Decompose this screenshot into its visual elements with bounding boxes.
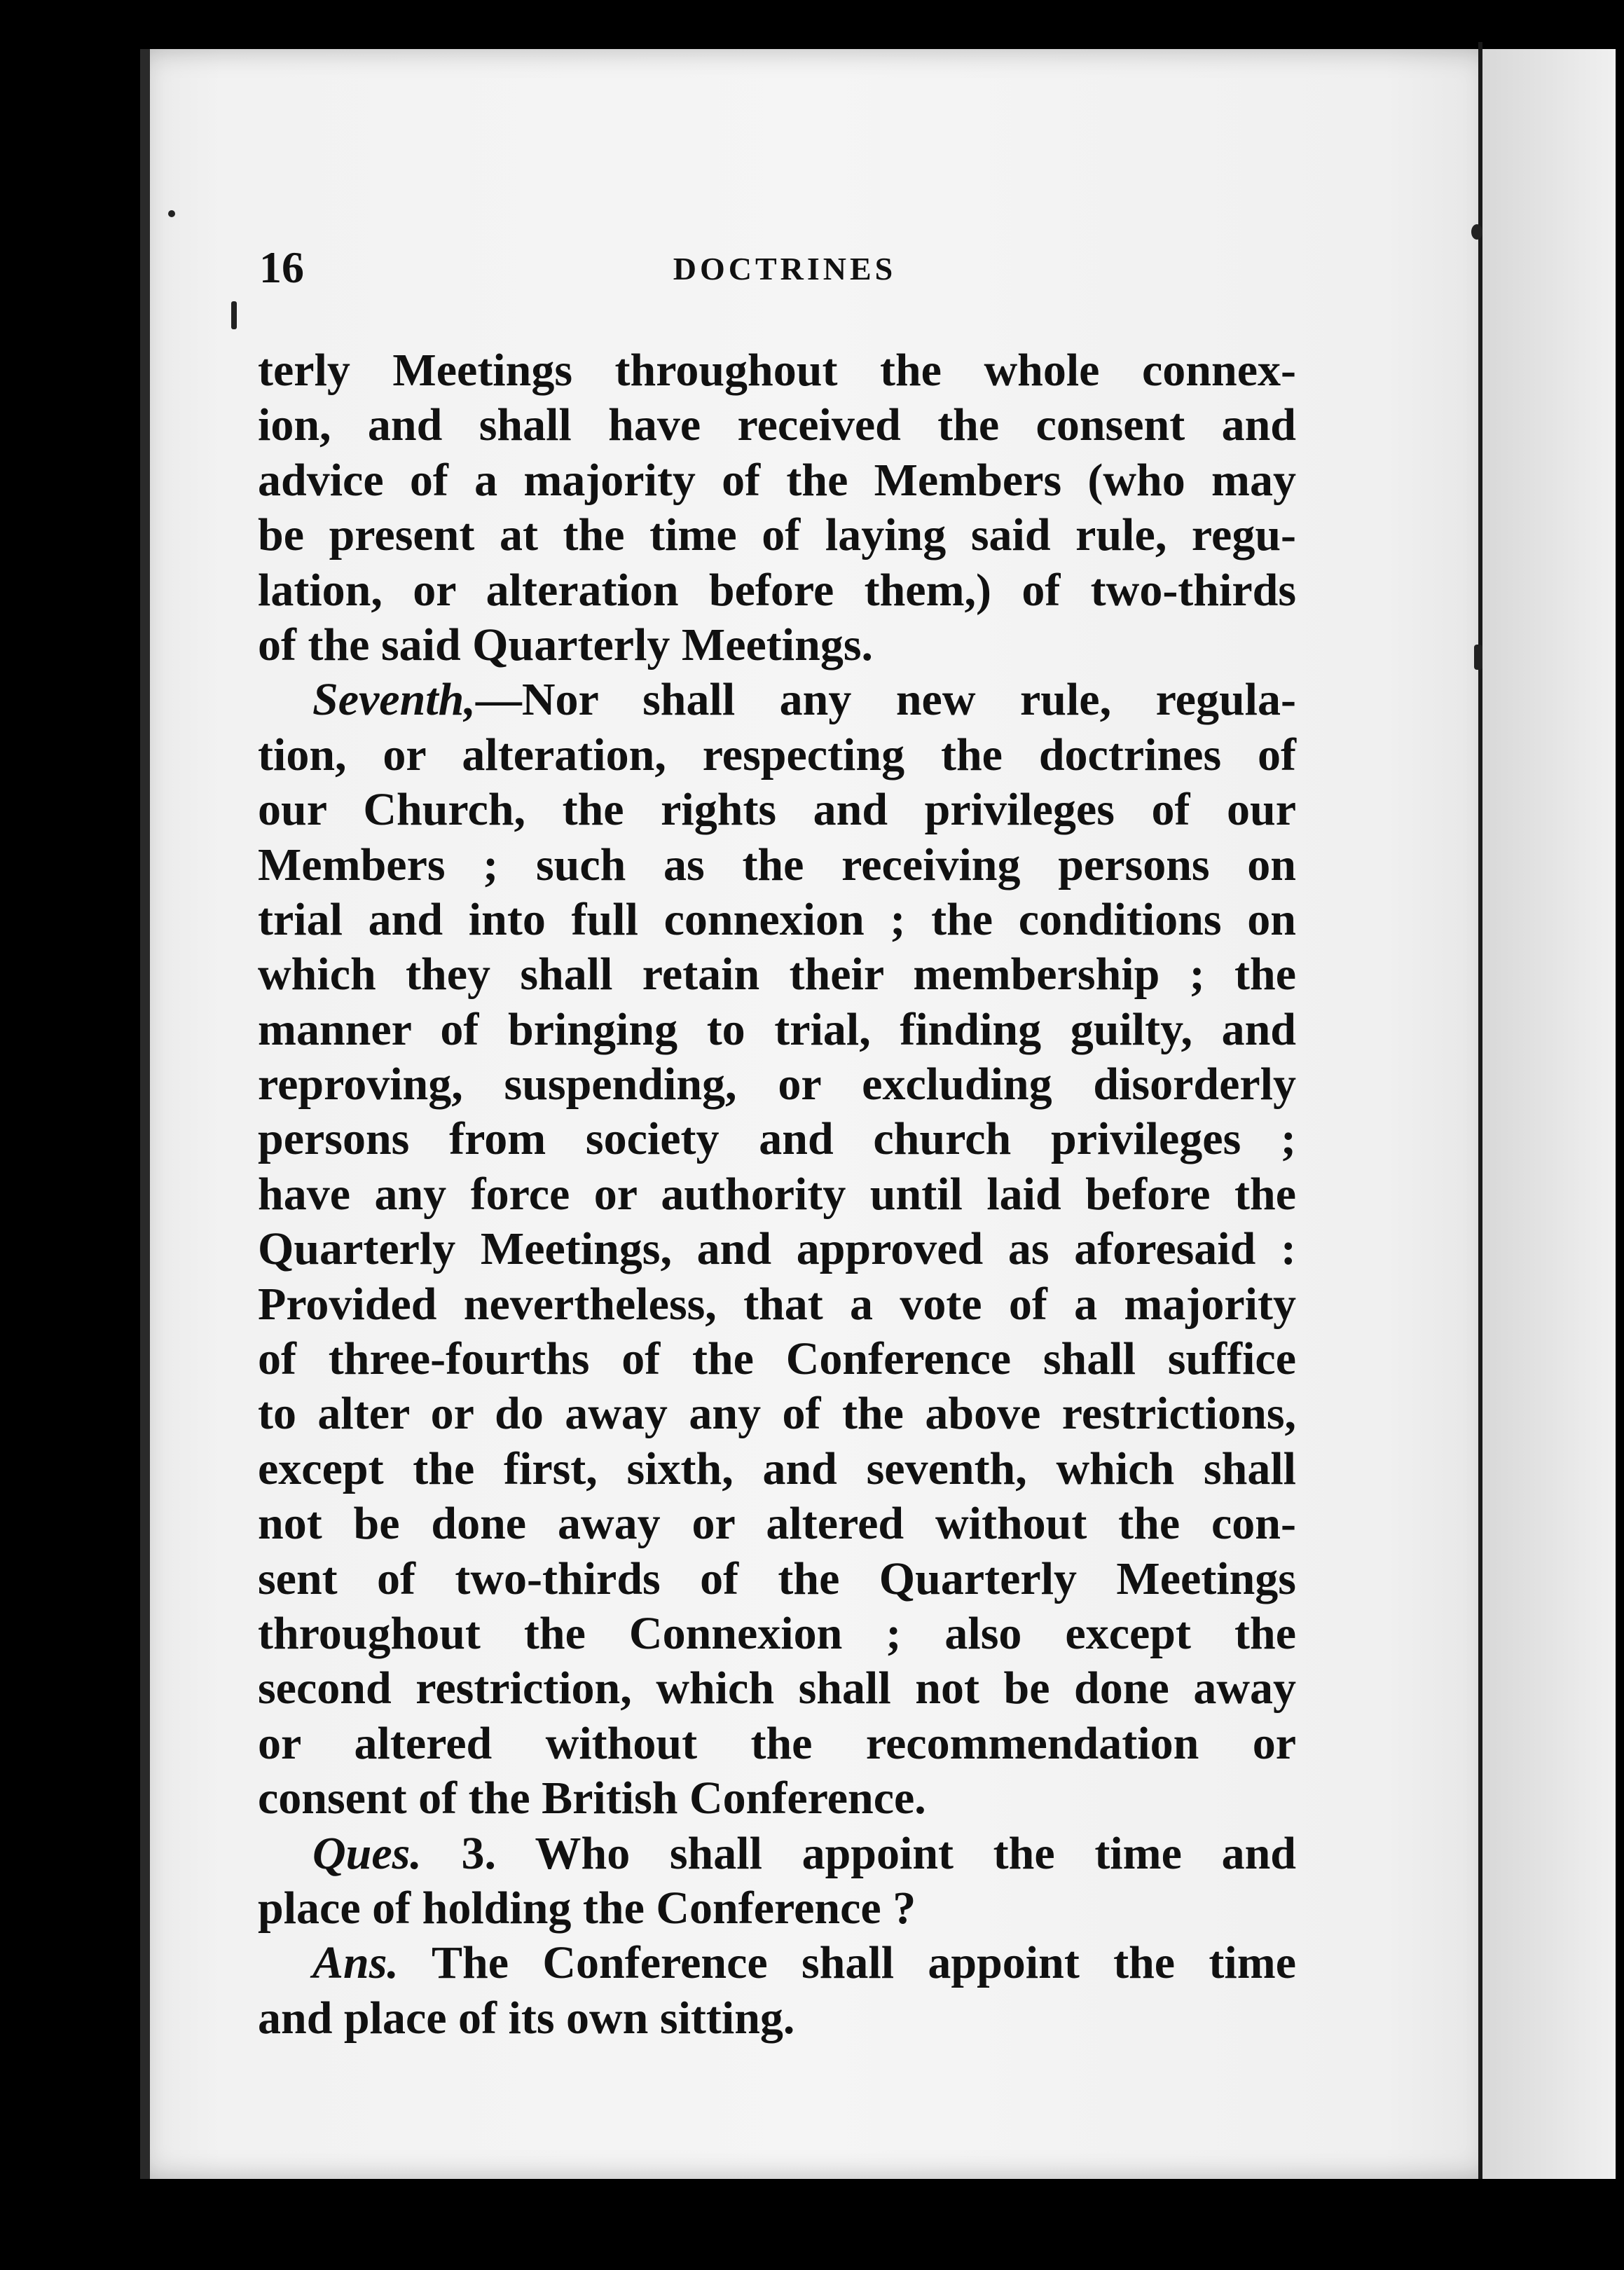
text-line: manner of bringing to trial, finding guilty, and — [258, 1003, 1296, 1055]
text-line: our Church, the rights and privileges of our — [258, 784, 1296, 836]
text-line: except the first, sixth, and seventh, which shall — [258, 1443, 1296, 1494]
text-line: sent of two-thirds of the Quarterly Meetings — [258, 1553, 1296, 1604]
page-left-edge — [140, 49, 150, 2179]
seventh-label: Seventh, — [312, 674, 476, 726]
text-line: place of holding the Conference ? — [258, 1882, 916, 1934]
text-line: have any force or authority until laid before the — [258, 1168, 1296, 1220]
text-line: and place of its own sitting. — [258, 1992, 795, 2044]
page-header — [252, 242, 1317, 298]
text-line: or altered without the recommendation or — [258, 1717, 1296, 1769]
page-number: 16 — [259, 242, 304, 292]
question-label: Ques. — [312, 1827, 422, 1879]
text-line: not be done away or altered without the con- — [258, 1498, 1296, 1550]
text-line: reproving, suspending, or excluding disorderly — [258, 1059, 1296, 1110]
text-line: persons from society and church privileges ; — [258, 1113, 1296, 1165]
text-line: which they shall retain their membership ; the — [258, 949, 1296, 1000]
text-line: Provided nevertheless, that a vote of a majority — [258, 1278, 1296, 1330]
text-line: of the said Quarterly Meetings. — [258, 619, 874, 670]
text-line: be present at the time of laying said rule, regu- — [258, 509, 1296, 561]
text-line: throughout the Connexion ; also except the — [258, 1607, 1296, 1659]
ink-speck — [1471, 224, 1482, 240]
ink-speck — [231, 301, 237, 329]
text-line: Quarterly Meetings, and approved as aforesaid : — [258, 1223, 1296, 1275]
body-text — [258, 343, 1296, 2046]
text-line: Seventh,—Nor shall any new rule, regula- — [312, 674, 1296, 726]
text-line: lation, or alteration before them,) of two-thirds — [258, 564, 1296, 616]
text-line: trial and into full connexion ; the conditions on — [258, 893, 1296, 945]
gutter-line — [1478, 42, 1482, 2179]
text-line: advice of a majority of the Members (who may — [258, 454, 1296, 506]
answer-label: Ans. — [312, 1937, 399, 1989]
ink-speck — [168, 210, 175, 217]
running-head: DOCTRINES — [673, 251, 897, 287]
facing-page-edge — [1482, 49, 1616, 2179]
text-line: terly Meetings throughout the whole connex- — [258, 345, 1296, 396]
text-line: to alter or do away any of the above restrictions, — [258, 1388, 1296, 1440]
text-line: ion, and shall have received the consent and — [258, 399, 1296, 451]
text-line: of three-fourths of the Conference shall suffice — [258, 1333, 1296, 1385]
ink-speck — [1474, 645, 1482, 670]
text-line: tion, or alteration, respecting the doctrines of — [258, 729, 1296, 780]
text-line: Ans. The Conference shall appoint the time — [312, 1937, 1296, 1989]
text-line: Ques. 3. Who shall appoint the time and — [312, 1827, 1296, 1879]
text-line: consent of the British Conference. — [258, 1773, 926, 1824]
text-line: Members ; such as the receiving persons on — [258, 839, 1296, 890]
text-line: second restriction, which shall not be done away — [258, 1663, 1296, 1714]
